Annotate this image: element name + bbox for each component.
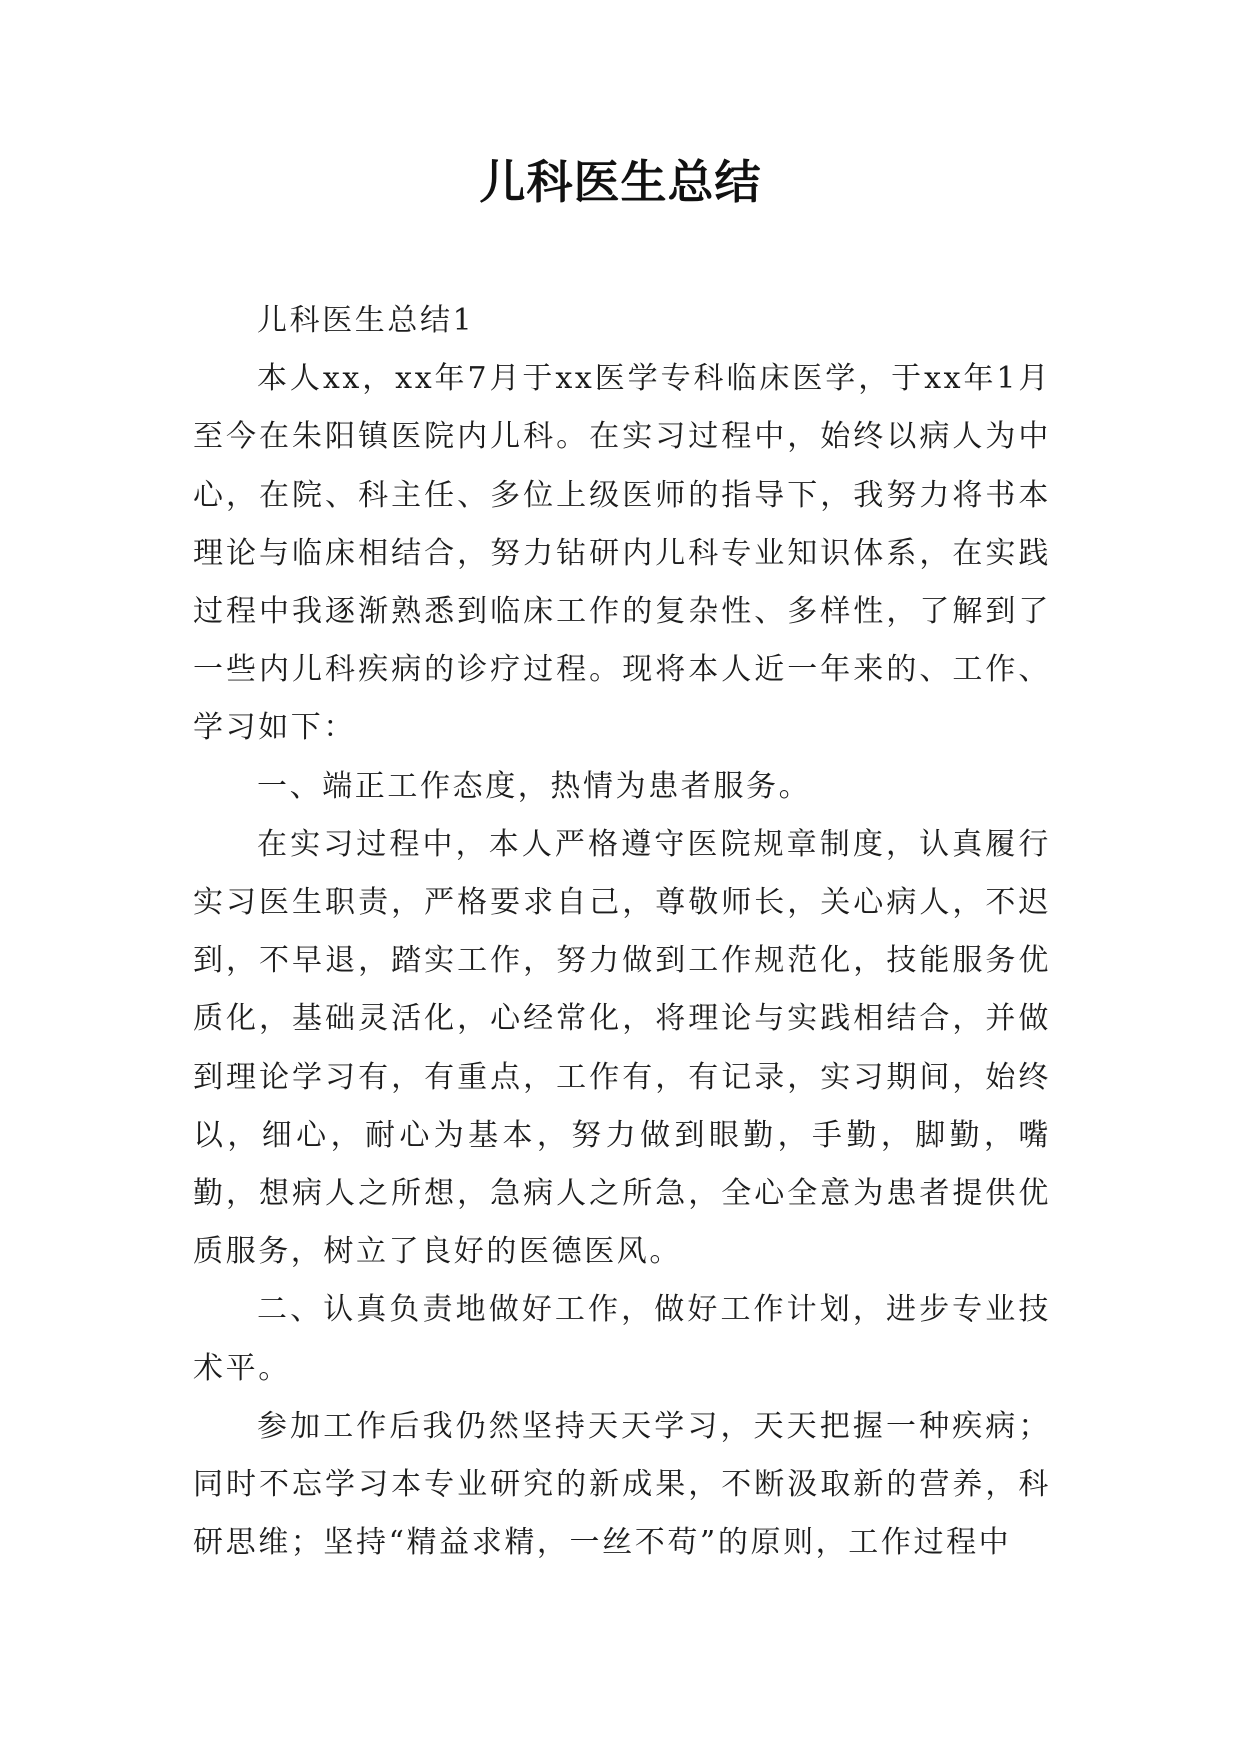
paragraph-intro: 本人xx，xx年7月于xx医学专科临床医学，于xx年1月至今在朱阳镇医院内儿科。在实习过程中，始终以病人为中心，在院、科主任、多位上级医师的指导下，我努力将书本理论与临床相结合，努力钻研内儿科专业知识体系，在实践过程中我逐渐熟悉到临床工作的复杂性、多样性，了解到了一些内儿科疾病的诊疗过程。现将本人近一年来的、工作、学习如下：	[193, 361, 1051, 746]
paragraph-study: 参加工作后我仍然坚持天天学习，天天把握一种疾病；同时不忘学习本专业研究的新成果，不断汲取新的营养，科研思维；坚持“精益求精，一丝不苟”的原则，工作过程中	[193, 1408, 1051, 1561]
document-title: 儿科医生总结	[479, 155, 762, 209]
section-heading-1: 儿科医生总结1	[257, 303, 475, 338]
document-body	[193, 292, 1051, 1572]
paragraph-attitude: 在实习过程中，本人严格遵守医院规章制度，认真履行实习医生职责，严格要求自己，尊敬师长，关心病人，不迟到，不早退，踏实工作，努力做到工作规范化，技能服务优质化，基础灵活化，心经常化，将理论与实践相结合，并做到理论学习有，有重点，工作有，有记录，实习期间，始终以，细心，耐心为基本，努力做到眼勤，手勤，脚勤，嘴勤，想病人之所想，急病人之所急，全心全意为患者提供优质服务，树立了良好的医德医风。	[193, 826, 1051, 1270]
section-point-1: 一、端正工作态度，热情为患者服务。	[257, 768, 812, 804]
section-point-2: 二、认真负责地做好工作，做好工作计划，进步专业技术平。	[193, 1292, 1051, 1386]
